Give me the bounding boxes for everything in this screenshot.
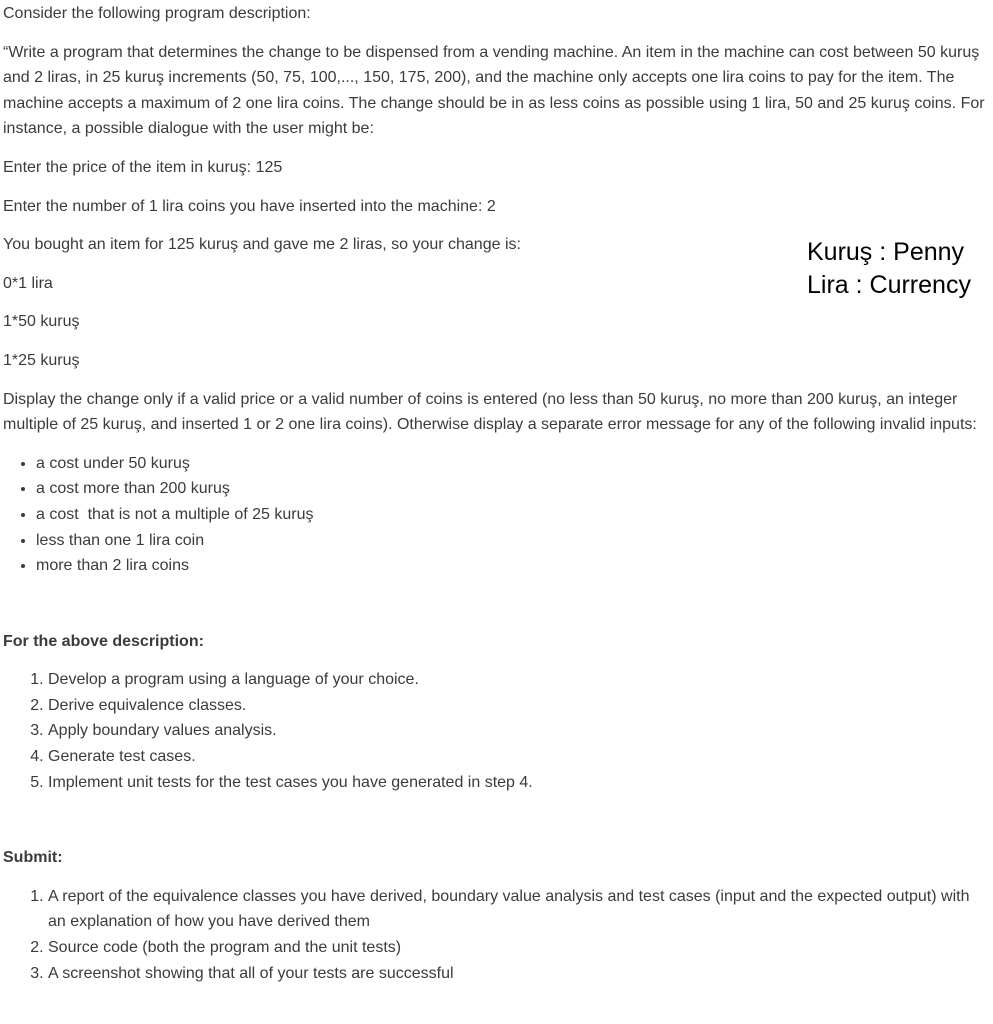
list-item-less-than-one-lira: • less than one 1 lira coin	[36, 528, 990, 554]
task-item-equivalence-classes: 2. Derive equivalence classes.	[48, 693, 990, 719]
dialogue-change-50kurus: 1*50 kuruş	[3, 313, 80, 331]
dialogue-change-summary: You bought an item for 125 kuruş and gave me 2 liras, so your change is:	[3, 236, 521, 254]
validity-paragraph: Display the change only if a valid price or a valid number of coins is entered (no less than 50 kuruş, no more than 200 kuruş, an integer multiple of 25 kuruş, and inserted 1 or 2 one lira coins). Otherwise display a separate error message for any of the following invalid inputs:	[3, 390, 977, 434]
tasks-list	[3, 667, 990, 795]
task-item-develop-program: 1. Develop a program using a language of your choice.	[48, 667, 990, 693]
dialogue-price-prompt: Enter the price of the item in kuruş: 125	[3, 158, 283, 176]
dialogue-coins-prompt: Enter the number of 1 lira coins you have inserted into the machine: 2	[3, 197, 496, 215]
list-item-more-than-two-lira: • more than 2 lira coins	[36, 553, 990, 579]
dialogue-change-lira: 0*1 lira	[3, 274, 53, 292]
submit-item-source-code: 2. Source code (both the program and the unit tests)	[48, 935, 990, 961]
annotation-lira-currency: Lira : Currency	[807, 271, 971, 299]
list-item-cost-not-multiple: • a cost that is not a multiple of 25 kuruş	[36, 502, 990, 528]
dialogue-change-25kurus: 1*25 kuruş	[3, 351, 80, 369]
submit-item-screenshot: 3. A screenshot showing that all of your tests are successful	[48, 961, 990, 987]
annotation-kurus-penny: Kuruş : Penny	[807, 238, 965, 266]
submit-item-report: 1. A report of the equivalence classes you have derived, boundary value analysis and test cases (input and the expected output) with an explanation of how you have derived them	[48, 884, 990, 935]
submit-heading: Submit:	[3, 849, 63, 867]
currency-annotation	[807, 236, 971, 302]
task-item-boundary-values: 3. Apply boundary values analysis.	[48, 718, 990, 744]
intro-paragraph: Consider the following program description:	[3, 5, 311, 22]
program-description-paragraph: “Write a program that determines the change to be dispensed from a vending machine. An item in the machine can cost between 50 kuruş and 2 liras, in 25 kuruş increments (50, 75, 100,..., 150, 175, 200), and the machine only accepts one lira coins to pay for the item. The machine accepts a maximum of 2 one lira coins. The change should be in as less coins as possible using 1 lira, 50 and 25 kuruş coins. For instance, a possible dialogue with the user might be:	[3, 43, 990, 138]
task-item-test-cases: 4. Generate test cases.	[48, 744, 990, 770]
submit-list	[3, 884, 990, 986]
list-item-cost-under-50: • a cost under 50 kuruş	[36, 451, 990, 477]
tasks-heading: For the above description:	[3, 632, 204, 650]
invalid-inputs-list	[3, 451, 990, 579]
task-item-unit-tests: 5. Implement unit tests for the test cases you have generated in step 4.	[48, 770, 990, 796]
list-item-cost-over-200: • a cost more than 200 kuruş	[36, 476, 990, 502]
